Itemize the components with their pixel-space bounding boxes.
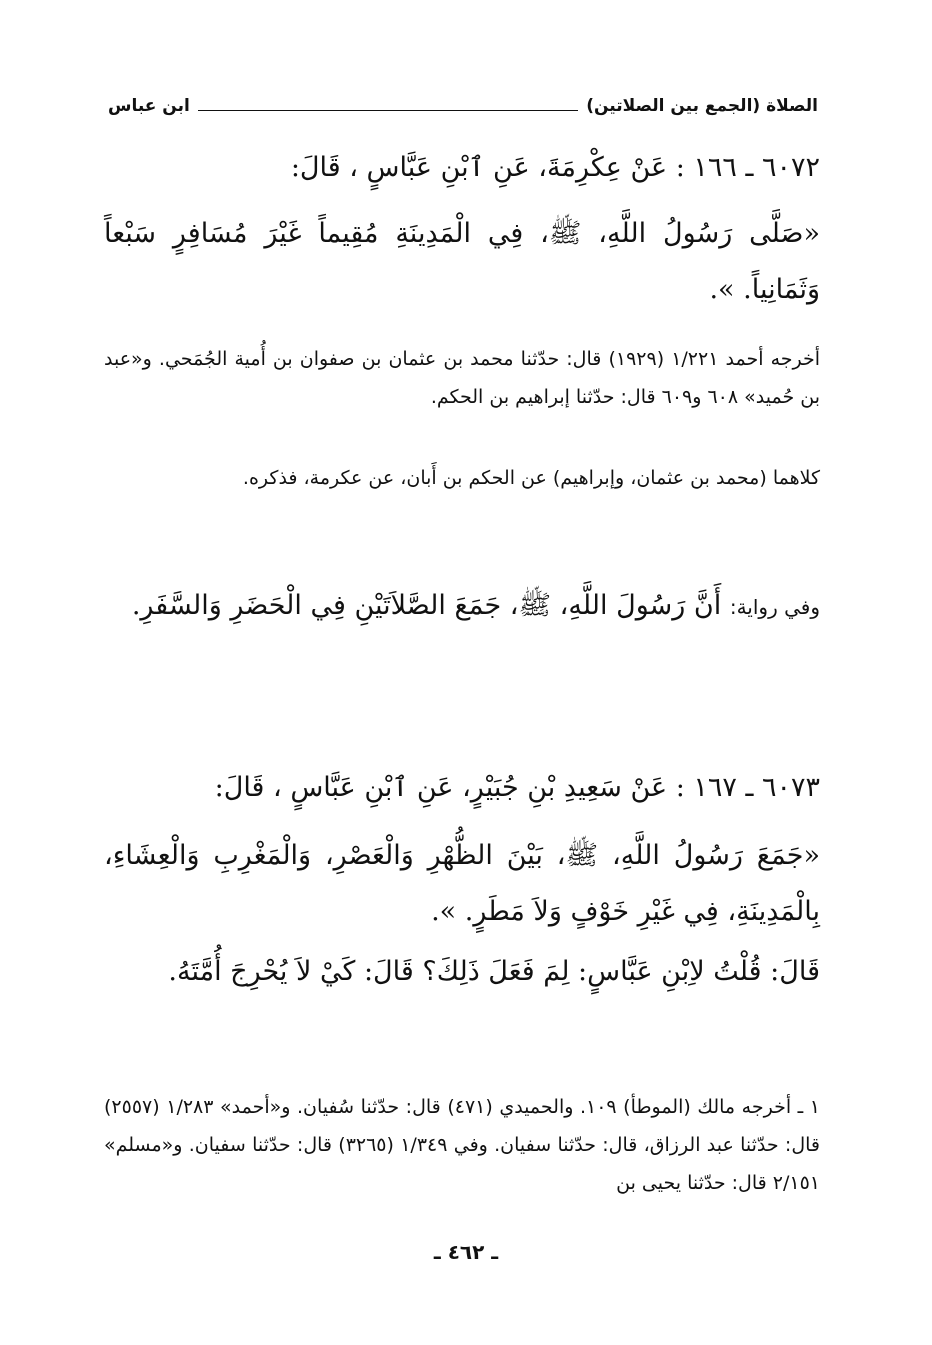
hadith-6073-text: «جَمَعَ رَسُولُ اللَّهِ، ﷺ، بَيْنَ الظُّهْرِ وَالْعَصْرِ، وَالْمَغْرِبِ وَالْعِشَاءِ، بِالْمَدِينَةِ، فِي غَيْرِ خَوْفٍ وَلاَ مَطَرٍ. ». [104,840,820,927]
riwaya-label: وفي رواية: [729,595,820,619]
hadith-6073-qala: قَالَ: قُلْتُ لاِبْنِ عَبَّاسٍ: لِمَ فَعَلَ ذَلِكَ؟ قَالَ: كَيْ لاَ يُحْرِجَ أُمَّتَهُ. [168,956,820,987]
header-chapter-title: الصلاة (الجمع بين الصلاتين) [586,96,818,116]
riwaya-paragraph [104,578,820,634]
hadith-6073-heading: ٦٠٧٣ ـ ١٦٧ : عَنْ سَعِيدِ بْنِ جُبَيْرٍ، عَنِ ٱبْنِ عَبَّاسٍ ، قَالَ: [214,772,820,803]
riwaya-text: أَنَّ رَسُولَ اللَّهِ، ﷺ، جَمَعَ الصَّلاَتَيْنِ فِي الْحَضَرِ وَالسَّفَرِ. [131,590,722,621]
header-rule [198,110,578,111]
takhrij-6072-paragraph-1: أخرجه أحمد ١/٢٢١ (١٩٢٩) قال: حدّثنا محمد بن عثمان بن صفوان بن أُمية الجُمَحي. و«عبد بن حُميد» ٦٠٨ و٦٠٩ قال: حدّثنا إبراهيم بن الحكم. [104,348,821,408]
hadith-6072-text: «صَلَّى رَسُولُ اللَّهِ، ﷺ، فِي الْمَدِينَةِ مُقِيماً غَيْرَ مُسَافِرٍ سَبْعاً وَثَمَانِياً. ». [104,218,820,305]
takhrij-6072-paragraph-2: كلاهما (محمد بن عثمان، وإبراهيم) عن الحكم بن أَبان، عن عكرمة، فذكره. [242,467,820,489]
takhrij-6073-paragraph-1: ١ ـ أخرجه مالك (الموطأ) ١٠٩. والحميدي (٤٧١) قال: حدّثنا سُفيان. و«أحمد» ١/٢٨٣ (٢٥٥٧) قال: حدّثنا عبد الرزاق، قال: حدّثنا سفيان. وفي ١/٣٤٩ (٣٢٦٥) قال: حدّثنا سفيان. و«مسلم» ٢/١٥١ قال: حدّثنا يحيى بن [104,1096,821,1194]
running-header [108,88,818,124]
hadith-6072-heading: ٦٠٧٢ ـ ١٦٦ : عَنْ عِكْرِمَةَ، عَنِ ٱبْنِ عَبَّاسٍ ، قَالَ: [290,152,820,183]
header-narrator: ابن عباس [108,96,190,116]
page-number: ـ ٤٦٢ ـ [433,1240,499,1264]
